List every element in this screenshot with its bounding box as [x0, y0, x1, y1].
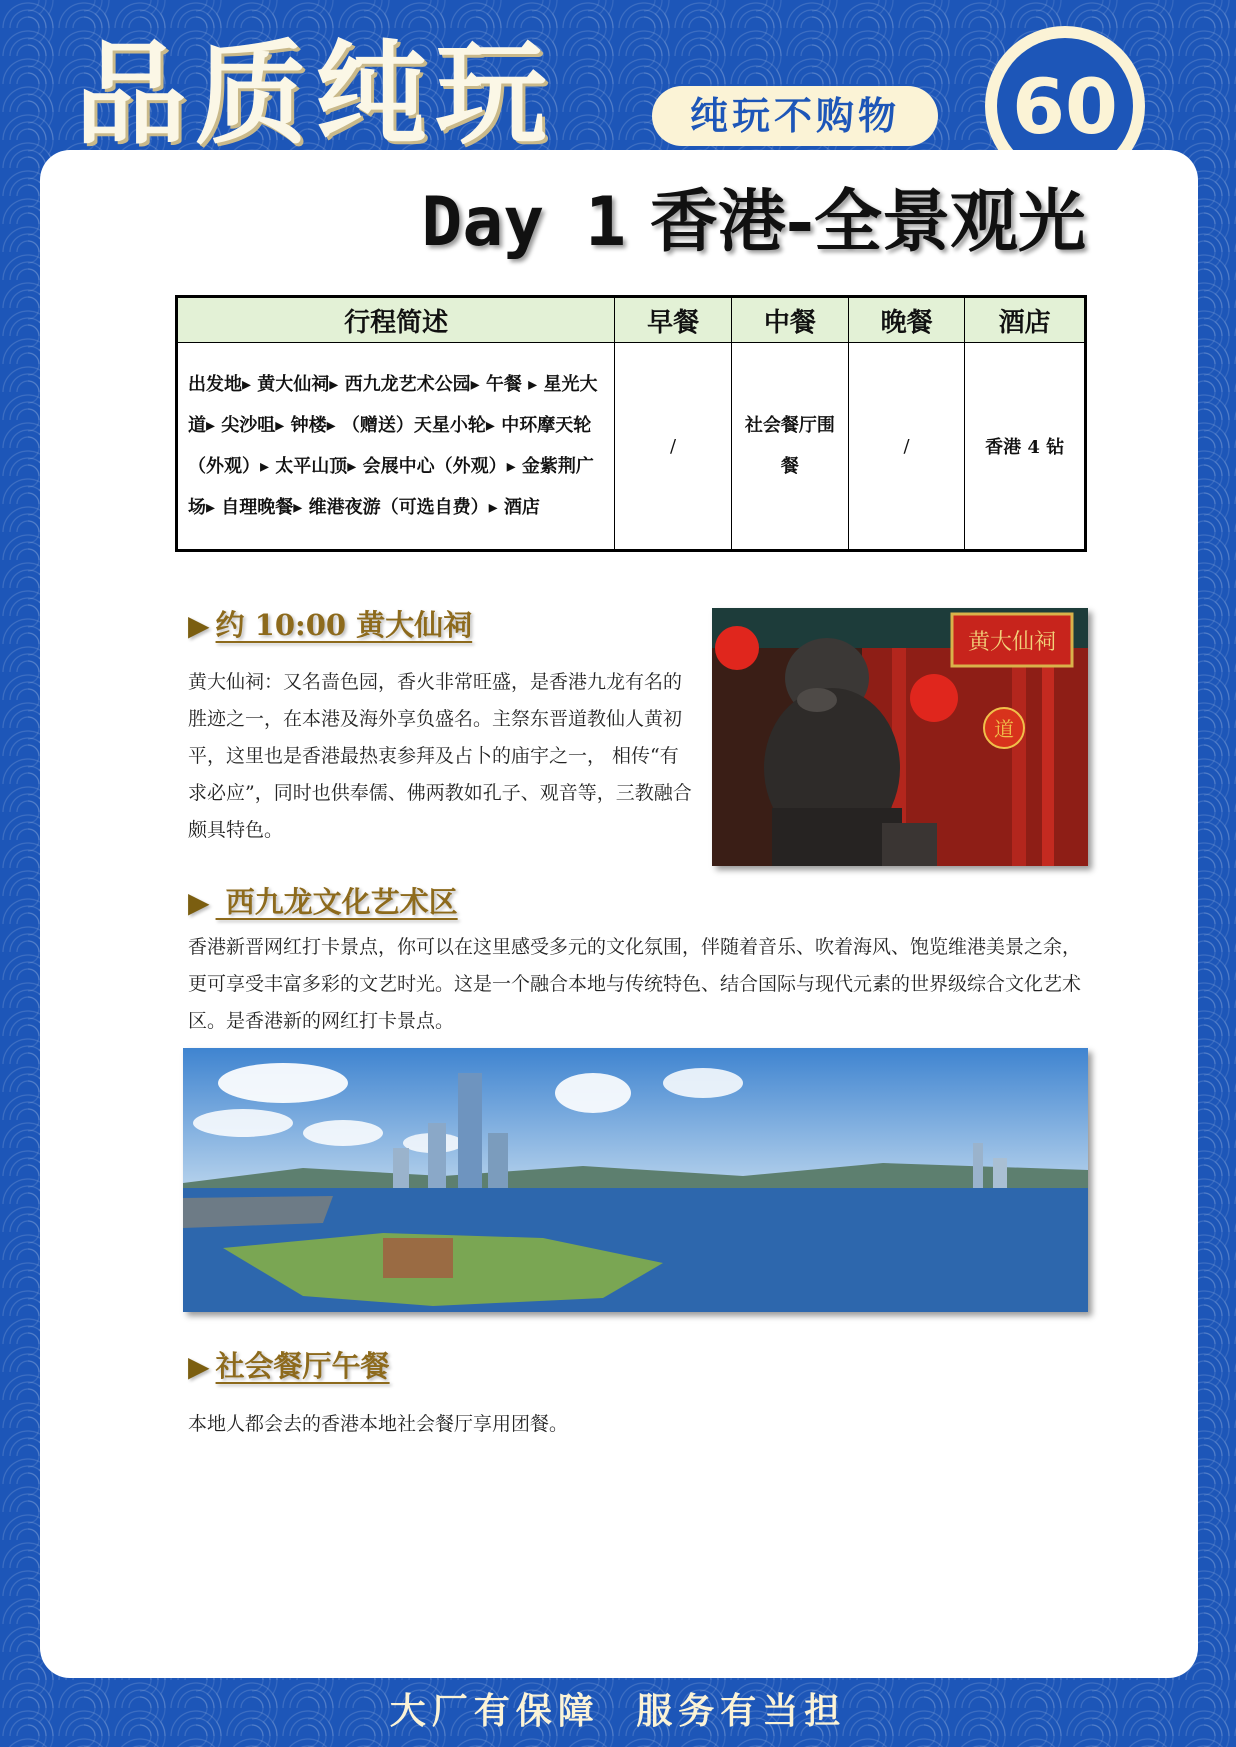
temple-disc: 道	[994, 717, 1014, 741]
section-text-lunch: 本地人都会去的香港本地社会餐厅享用团餐。	[188, 1413, 569, 1435]
header-lunch: 中餐	[731, 297, 848, 343]
content-card	[40, 150, 1198, 1678]
section-heading-west-kowloon	[188, 880, 458, 921]
section-heading-temple	[188, 603, 472, 644]
triangle-bullet-icon: ▶	[188, 1350, 210, 1383]
itinerary-hotel: 香港 4 钻	[965, 343, 1086, 551]
header-hotel: 酒店	[965, 297, 1086, 343]
itinerary-description: 出发地▸ 黄大仙祠▸ 西九龙艺术公园▸ 午餐 ▸ 星光大道▸ 尖沙咀▸ 钟楼▸ （赠送）天星小轮▸ 中环摩天轮（外观）▸ 太平山顶▸ 会展中心（外观）▸ 金紫荆广场▸ 自理晚餐▸ 维港夜游（可选自费）▸ 酒店	[177, 343, 615, 551]
temple-plaque: 黄大仙祠	[967, 630, 1057, 655]
temple-photo	[712, 608, 1088, 866]
footer-slogan: 大厂有保障 服务有当担	[389, 1691, 847, 1732]
section-text-temple: 黄大仙祠：又名啬色园，香火非常旺盛，是香港九龙有名的胜迹之一，在本港及海外享负盛名。主祭东晋道教仙人黄初平，这里也是香港最热衷参拜及占卜的庙宇之一， 相传“有求必应”，同时也供奉儒、佛两教如孔子、观音等，三教融合颇具特色。	[188, 671, 692, 841]
itinerary-breakfast: /	[615, 343, 732, 551]
itinerary-table	[175, 295, 1087, 552]
itinerary-dinner: /	[848, 343, 965, 551]
itinerary-row	[177, 343, 1086, 551]
header-summary: 行程简述	[177, 297, 615, 343]
header-breakfast: 早餐	[615, 297, 732, 343]
header-dinner: 晚餐	[848, 297, 965, 343]
section-heading-text: 西九龙文化艺术区	[215, 885, 458, 919]
brand-title: 品质纯玩	[75, 30, 555, 148]
itinerary-header-row	[177, 297, 1086, 343]
triangle-bullet-icon: ▶	[188, 886, 210, 919]
day-route: 香港-全景观光	[649, 182, 1086, 262]
page-number: 60	[997, 38, 1133, 174]
slogan-pill: 纯玩不购物	[652, 86, 938, 146]
section-heading-lunch	[188, 1344, 390, 1385]
lunch-text: 社会餐厅围餐	[744, 415, 835, 477]
day-label: Day 1	[421, 183, 627, 262]
itinerary-lunch	[731, 343, 848, 551]
section-text-west-kowloon: 香港新晋网红打卡景点，你可以在这里感受多元的文化氛围，伴随着音乐、吹着海风、饱览维港美景之余，更可享受丰富多彩的文艺时光。这是一个融合本地与传统特色、结合国际与现代元素的世界级综合文化艺术区。是香港新的网红打卡景点。	[188, 936, 1082, 1032]
section-heading-text: 约 10:00 黄大仙祠	[215, 608, 473, 642]
triangle-bullet-icon: ▶	[188, 609, 210, 642]
section-heading-text: 社会餐厅午餐	[215, 1349, 390, 1383]
day-title	[40, 168, 1086, 265]
west-kowloon-photo	[183, 1048, 1088, 1312]
